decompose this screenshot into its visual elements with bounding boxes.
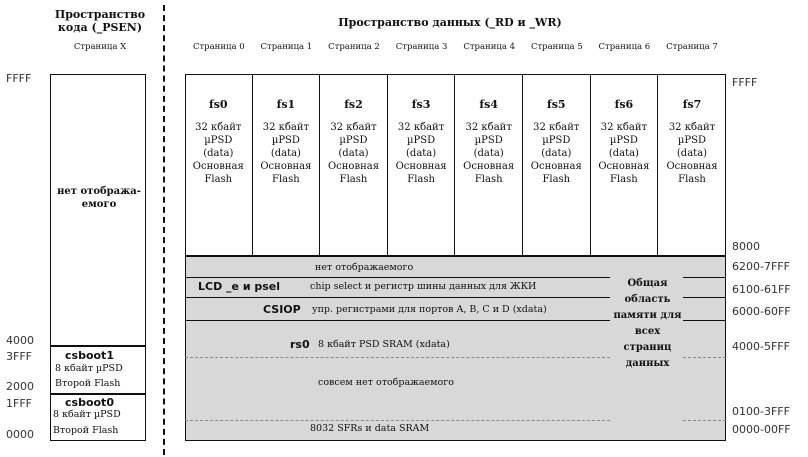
segment-fs5 [523,74,591,256]
right-addr-6000: 6000-60FF [732,305,791,318]
line-0100 [185,420,610,421]
segment-line: µPSD [542,135,571,146]
sfr-desc: 8032 SFRs и data SRAM [310,423,430,434]
line-6000-r [683,320,726,321]
segment-fs6 [591,74,659,256]
right-addr-8000: 8000 [732,240,760,253]
segment-name: fs2 [344,98,363,111]
segment-line: µPSD [204,135,233,146]
code-space-title: Пространство кода (_PSEN) [54,8,146,34]
segment-line: Основная [598,161,650,172]
line-6200-r [683,277,726,278]
csboot0-desc: 8 кбайт µPSD [53,409,121,420]
segment-fs0 [185,74,253,256]
segment-line: (data) [676,148,708,159]
segment-name: fs1 [276,98,296,111]
segment-line: Основная [327,161,380,172]
segment-line: µPSD [339,135,368,146]
segment-line: Основная [260,161,312,172]
none-desc: совсем нет отображаемого [318,377,454,388]
page-label-5: Страница 5 [530,42,583,52]
page-label-0: Страница 0 [192,42,245,52]
line-6000 [185,320,610,321]
segment-line: µPSD [271,135,300,146]
segment-fs3 [388,74,456,256]
segment-line: Flash [204,174,233,185]
data-space-title: Пространство данных (_RD и _WR) [338,16,562,29]
left-addr-3fff: 3FFF [6,350,32,363]
segment-name: fs7 [682,98,702,111]
segment-fs7 [658,74,726,256]
segment-name: fs6 [614,98,634,111]
csboot1-block [50,346,146,394]
rs0-label: rs0 [290,338,310,351]
line-6100 [185,297,610,298]
segment-line: 32 кбайт [533,122,580,133]
lcd-label: LCD _e и psel [198,280,281,293]
line-4000-r [683,357,726,358]
segment-line: Основная [666,161,718,172]
left-addr-ffff: FFFF [6,72,32,85]
segment-line: 32 кбайт [262,122,310,133]
right-addr-6100: 6100-61FF [732,283,791,296]
segment-fs1 [253,74,321,256]
code-unmapped-region [50,74,146,346]
page-label-2: Страница 2 [328,42,380,52]
segment-line: (data) [541,148,572,159]
segment-line: Flash [610,174,638,185]
line-4000 [185,357,610,358]
csiop-desc: упр. регистрами для портов A, B, C и D (xdata) [312,304,547,315]
segment-line: µPSD [407,135,436,146]
right-addr-ffff: FFFF [732,76,758,89]
page-label-3: Страница 3 [395,42,448,52]
segment-line: (data) [473,148,504,159]
common-area-label: Общая область памяти для всех страниц данных [613,278,682,369]
segment-line: µPSD [609,135,638,146]
left-addr-4000: 4000 [6,334,34,347]
page-label-1: Страница 1 [260,42,313,52]
segment-line: (data) [608,148,639,159]
segment-line: 32 кбайт [330,122,377,133]
segment-line: µPSD [677,135,707,146]
code-page-label: Страница X [73,42,127,52]
code-unmapped-label: нет отобража-емого [57,186,141,210]
segment-line: µPSD [474,135,503,146]
csboot0-block [50,394,146,441]
segment-line: (data) [338,148,369,159]
rs0-desc: 8 кбайт PSD SRAM (xdata) [318,339,450,350]
csboot1-desc: 8 кбайт µPSD [55,363,123,374]
segment-line: Основная [192,161,244,172]
line-0100-r [683,420,726,421]
segment-line: (data) [406,148,437,159]
right-addr-6200: 6200-7FFF [732,260,790,273]
segment-line: Flash [474,174,503,185]
page-label-4: Страница 4 [463,42,516,52]
csboot0-flash: Второй Flash [53,425,119,436]
segment-name: fs3 [411,98,431,111]
left-addr-1fff: 1FFF [6,397,32,410]
segment-name: fs0 [209,98,228,111]
segment-line: Flash [407,174,435,185]
segment-name: fs5 [547,98,566,111]
page-label-6: Страница 6 [598,42,651,52]
page-label-7: Страница 7 [666,42,718,52]
segment-line: Flash [272,174,300,185]
csboot0-name: csboot0 [65,396,114,409]
lcd-desc: chip select и регистр шины данных для ЖКИ [310,281,537,292]
row-unmapped: нет отображаемого [315,262,414,273]
segment-line: (data) [270,148,301,159]
segment-fs2 [320,74,388,256]
segment-line: Основная [395,161,447,172]
segment-line: 32 кбайт [397,122,445,133]
segment-fs4 [455,74,523,256]
segment-line: 32 кбайт [668,122,716,133]
right-addr-0100: 0100-3FFF [732,405,790,418]
segment-line: Flash [339,174,368,185]
left-addr-0000: 0000 [6,428,34,441]
right-addr-4000: 4000-5FFF [732,340,790,353]
segment-line: Основная [463,161,515,172]
segment-line: Flash [542,174,571,185]
segment-line: 32 кбайт [465,122,512,133]
segment-line: (data) [203,148,234,159]
line-6200 [185,277,610,278]
csiop-label: CSIOP [263,303,301,316]
segment-line: 32 кбайт [600,122,648,133]
line-6100-r [683,297,726,298]
csboot1-flash: Второй Flash [55,378,121,389]
left-addr-2000: 2000 [6,380,34,393]
segment-name: fs4 [479,98,498,111]
segment-line: 32 кбайт [195,122,242,133]
right-addr-0000: 0000-00FF [732,423,791,436]
space-separator [163,5,165,455]
csboot1-name: csboot1 [65,349,114,362]
segment-line: Flash [678,174,706,185]
segment-line: Основная [530,161,582,172]
